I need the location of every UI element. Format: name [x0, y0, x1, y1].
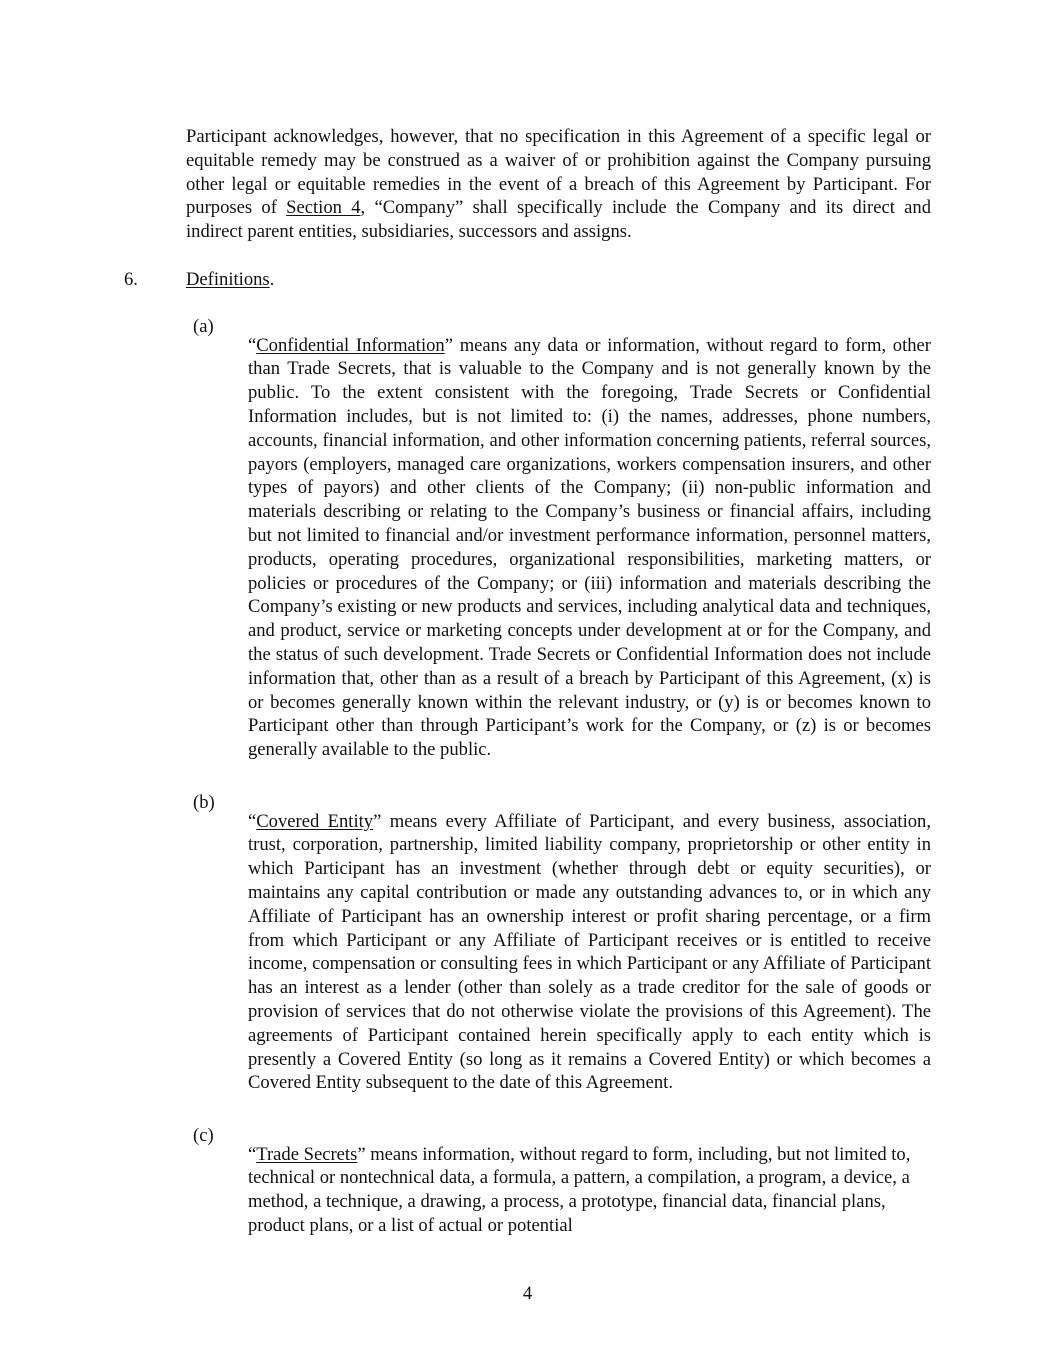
- open-quote: “: [248, 1143, 257, 1165]
- section-title-wrap: [186, 268, 274, 292]
- open-quote: “: [248, 810, 257, 832]
- definition-body: ” means every Affiliate of Participant, and every business, association, trust, corporation, partnership, limited liability company, proprietorship or other entity in which Participant has an investment (whether through debt or equity securities), or maintains any capital contribution or made any outstanding advances to, or in which any Affiliate of Participant has an ownership interest or profit sharing percentage, or a firm from which Participant or any Affiliate of Participant receives or is entitled to receive income, compensation or consulting fees in which Participant or any Affiliate of Participant has an interest as a lender (other than solely as a trade creditor for the sale of goods or provision of services that do not otherwise violate the provisions of this Agreement). The agreements of Participant contained herein specifically apply to each entity which is presently a Covered Entity (so long as it remains a Covered Entity) or which becomes a Covered Entity subsequent to the date of this Agreement.: [248, 810, 931, 1094]
- section-title-suffix: .: [269, 269, 275, 290]
- intro-text-after: , “Company” shall specifically include the Company and its direct and indirect parent entities, subsidiaries, successors and assigns.: [186, 197, 932, 243]
- page-number: 4: [522, 1283, 533, 1304]
- section-4-reference: Section 4: [286, 197, 361, 219]
- intro-paragraph: [186, 125, 931, 244]
- definition-text: [248, 810, 931, 1096]
- intro-text-before: Participant acknowledges, however, that no specification in this Agreement of a specific legal or equitable remedy may be construed as a waiver of or prohibition against the Company pursuing other legal or equitable remedies in the event of a breach of this Agreement by Participant. For purposes of: [186, 126, 931, 219]
- definition-label: (c): [193, 1125, 214, 1146]
- definition-text: [248, 1143, 931, 1238]
- definition-label: (a): [193, 316, 214, 337]
- defined-term: Trade Secrets: [256, 1143, 358, 1165]
- defined-term: Covered Entity: [256, 810, 374, 832]
- definition-label: (b): [193, 792, 215, 813]
- open-quote: “: [248, 334, 257, 356]
- defined-term: Confidential Information: [256, 334, 445, 356]
- section-title: Definitions: [186, 269, 270, 290]
- definition-body: ” means any data or information, without regard to form, other than Trade Secrets, that is valuable to the Company and is not generally known by the public. To the extent consistent with the foregoing, Trade Secrets or Confidential Information includes, but is not limited to: (i) the names, addresses, phone numbers, accounts, financial information, and other information concerning patients, referral sources, payors (employers, managed care organizations, workers compensation insurers, and other types of payors) and other clients of the Company; (ii) non-public information and materials describing or relating to the Company’s business or financial affairs, including but not limited to financial and/or investment performance information, personnel matters, products, operating procedures, organizational responsibilities, marketing matters, or policies or procedures of the Company; or (iii) information and materials describing the Company’s existing or new products and services, including analytical data and techniques, and product, service or marketing concepts under development at or for the Company, and the status of such development. Trade Secrets or Confidential Information does not include information that, other than as a result of a breach by Participant of this Agreement, (x) is or becomes generally known within the relevant industry, or (y) is or becomes known to Participant other than through Participant’s work for the Company, or (z) is or becomes generally available to the public.: [248, 334, 931, 761]
- section-number: 6.: [124, 269, 138, 290]
- definition-body: ” means information, without regard to form, including, but not limited to, technical or nontechnical data, a formula, a pattern, a compilation, a program, a device, a method, a technique, a drawing, a process, a prototype, financial data, financial plans, product plans, or a list of actual or potential: [248, 1143, 911, 1236]
- definition-text: [248, 334, 931, 762]
